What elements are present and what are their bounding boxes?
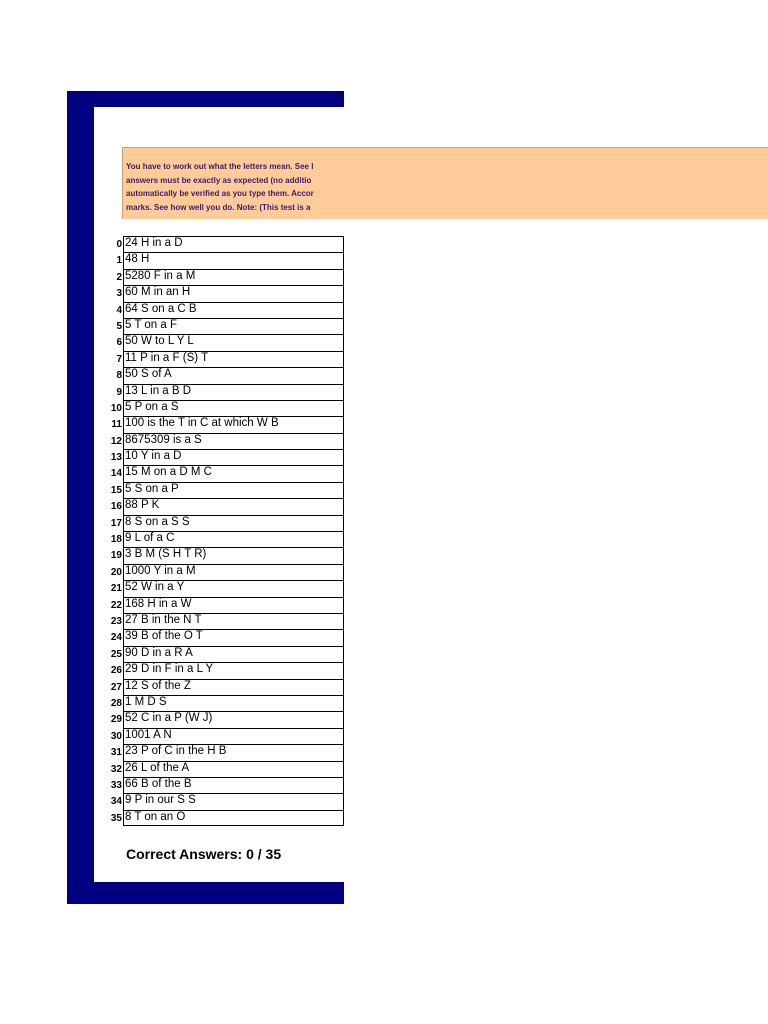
question-number: 22 [110,599,122,611]
question-row [104,597,344,613]
question-cell[interactable]: 15 M on a D M C [123,465,344,481]
question-row [104,679,344,695]
question-number: 16 [110,501,122,513]
question-row [104,269,344,285]
question-cell[interactable]: 5 P on a S [123,400,344,416]
question-number: 32 [110,763,122,775]
question-row [104,744,344,760]
question-number: 20 [110,566,122,578]
question-number: 14 [110,468,122,480]
question-row [104,236,344,252]
question-cell[interactable]: 5280 F in a M [123,269,344,285]
question-number: 34 [110,796,122,808]
question-number: 13 [110,452,122,464]
question-cell[interactable]: 1000 Y in a M [123,564,344,580]
question-cell[interactable]: 9 L of a C [123,531,344,547]
question-row [104,662,344,678]
question-cell[interactable]: 60 M in an H [123,285,344,301]
question-cell[interactable]: 26 L of the A [123,761,344,777]
question-cell[interactable]: 23 P of C in the H B [123,744,344,760]
question-row [104,646,344,662]
question-cell[interactable]: 27 B in the N T [123,613,344,629]
question-cell[interactable]: 1001 A N [123,728,344,744]
question-cell[interactable]: 88 P K [123,498,344,514]
correct-answers-counter: Correct Answers: 0 / 35 [126,846,282,862]
question-number: 25 [110,648,122,660]
question-row [104,482,344,498]
question-row [104,531,344,547]
question-cell[interactable]: 48 H [123,252,344,268]
question-number: 2 [116,271,122,283]
question-number: 5 [116,320,122,332]
question-row [104,351,344,367]
question-number: 18 [110,534,122,546]
question-number: 1 [116,255,122,267]
question-row [104,334,344,350]
question-number: 15 [110,484,122,496]
question-cell[interactable]: 13 L in a B D [123,384,344,400]
question-cell[interactable]: 12 S of the Z [123,679,344,695]
instructions-text [126,160,344,214]
question-row [104,318,344,334]
question-cell[interactable]: 8 T on an O [123,810,344,826]
question-number: 7 [116,353,122,365]
question-row [104,810,344,826]
question-row [104,777,344,793]
question-cell[interactable]: 9 P in our S S [123,793,344,809]
question-cell[interactable]: 1 M D S [123,695,344,711]
question-cell[interactable]: 39 B of the O T [123,629,344,645]
question-cell[interactable]: 11 P in a F (S) T [123,351,344,367]
question-cell[interactable]: 3 B M (S H T R) [123,547,344,563]
instructions-line: answers must be exactly as expected (no additio [126,175,312,185]
question-number: 35 [110,812,122,824]
question-cell[interactable]: 90 D in a R A [123,646,344,662]
frame-border-top [67,91,344,107]
question-number: 11 [111,419,122,431]
question-row [104,547,344,563]
question-number: 4 [116,304,122,316]
question-number: 21 [110,583,122,595]
question-cell[interactable]: 168 H in a W [123,597,344,613]
question-number: 28 [110,697,122,709]
question-cell[interactable]: 10 Y in a D [123,449,344,465]
question-row [104,695,344,711]
question-row [104,629,344,645]
question-row [104,384,344,400]
question-number: 9 [116,386,122,398]
question-number: 12 [110,435,122,447]
instructions-line: You have to work out what the letters mean. See I [126,162,314,171]
question-row [104,515,344,531]
question-row [104,416,344,432]
question-row [104,613,344,629]
question-number: 10 [110,402,122,414]
question-row [104,711,344,727]
frame-border-left [67,91,94,904]
question-number: 17 [110,517,122,529]
question-cell[interactable]: 24 H in a D [123,236,344,252]
question-row [104,564,344,580]
question-row [104,449,344,465]
question-row [104,252,344,268]
question-cell[interactable]: 52 C in a P (W J) [123,711,344,727]
question-row [104,728,344,744]
question-cell[interactable]: 50 S of A [123,367,344,383]
question-row [104,498,344,514]
question-number: 26 [110,665,122,677]
question-number: 6 [116,337,122,349]
question-cell[interactable]: 8 S on a S S [123,515,344,531]
question-number: 27 [110,681,122,693]
question-number: 29 [110,714,122,726]
question-cell[interactable]: 66 B of the B [123,777,344,793]
question-row [104,761,344,777]
question-row [104,400,344,416]
question-number: 33 [110,779,122,791]
question-cell[interactable]: 100 is the T in C at which W B [123,416,344,432]
question-number: 31 [110,747,122,759]
question-row [104,302,344,318]
frame-border-bottom [67,882,344,904]
question-number: 24 [110,632,122,644]
question-cell[interactable]: 64 S on a C B [123,302,344,318]
question-table [104,236,344,826]
question-number: 0 [116,239,122,250]
instructions-line: marks. See how well you do. Note: (This test is a [126,202,311,212]
question-row [104,465,344,481]
question-cell[interactable]: 5 T on a F [123,318,344,334]
instructions-line: automatically be verified as you type them. Accor [126,189,314,198]
question-row [104,285,344,301]
question-row [104,367,344,383]
question-cell[interactable]: 8675309 is a S [123,433,344,449]
question-number: 19 [110,550,122,562]
question-row [104,580,344,596]
question-cell[interactable]: 50 W to L Y L [123,334,344,350]
question-number: 23 [110,615,122,627]
question-number: 8 [116,370,122,382]
question-cell[interactable]: 5 S on a P [123,482,344,498]
question-number: 30 [110,730,122,742]
question-cell[interactable]: 29 D in F in a L Y [123,662,344,678]
question-cell[interactable]: 52 W in a Y [123,580,344,596]
question-row [104,793,344,809]
question-number: 3 [116,288,122,300]
question-row [104,433,344,449]
instructions-box [122,147,768,219]
